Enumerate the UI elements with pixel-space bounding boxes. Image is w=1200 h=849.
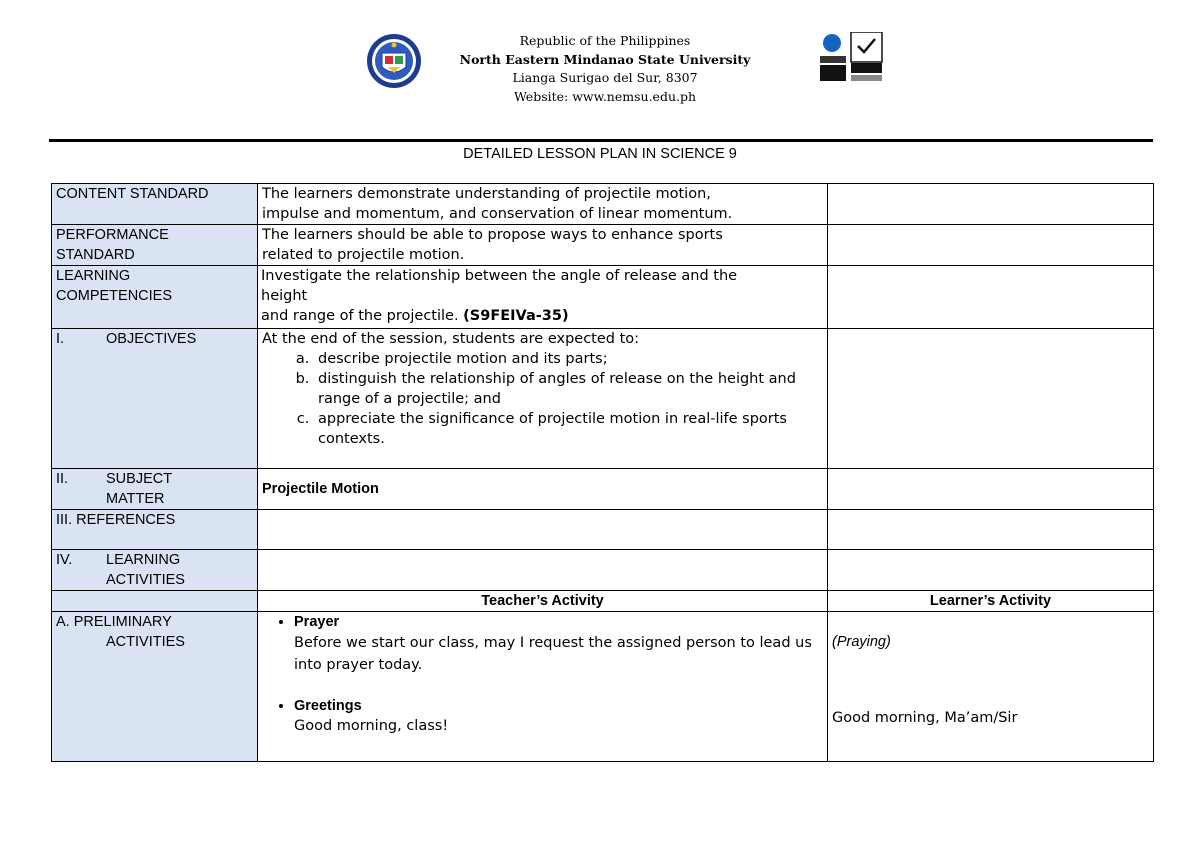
prayer-text: Before we start our class, may I request the assigned person to lead us into prayer today. (294, 635, 812, 673)
label-references: III. REFERENCES (52, 510, 258, 550)
objectives-right-cell (828, 329, 1154, 469)
document-title: DETAILED LESSON PLAN IN SCIENCE 9 (463, 146, 737, 162)
university-name: North Eastern Mindanao State University (459, 51, 751, 67)
label-preliminary-activities (52, 612, 258, 762)
row-subject-matter (52, 469, 1154, 510)
row-preliminary-activities (52, 612, 1154, 762)
performance-standard-right-cell (828, 225, 1154, 266)
learning-competencies-right-cell (828, 266, 1154, 329)
references-right-cell (828, 510, 1154, 550)
subject-matter-right-cell (828, 469, 1154, 510)
header-text-block (400, 32, 810, 106)
preliminary-learner-cell (828, 612, 1154, 762)
label-competencies-line-2: COMPETENCIES (56, 288, 173, 304)
row-performance-standard (52, 225, 1154, 266)
preliminary-teacher-cell (258, 612, 828, 762)
competency-code: (S9FEIVa-35) (463, 308, 569, 324)
prayer-item (294, 612, 823, 676)
competencies-line-1: Investigate the relationship between the angle of release and the (261, 268, 738, 284)
row-content-standard (52, 184, 1154, 225)
greetings-list (262, 696, 823, 736)
content-standard-line-1: The learners demonstrate understanding of projectile motion, (262, 186, 711, 202)
objectives-number: I. (56, 331, 65, 347)
subject-matter-label-line-1 (56, 469, 253, 489)
subject-matter-label-1: SUBJECT (106, 471, 173, 487)
activity-headers-label-cell (52, 591, 258, 612)
subject-matter-cell (258, 469, 828, 510)
competencies-line-2: height (261, 288, 308, 304)
prayer-title: • Prayer (294, 614, 340, 630)
objectives-text (258, 329, 828, 469)
label-performance-standard (52, 225, 258, 266)
certification-logos (818, 32, 884, 84)
label-performance-line-2: STANDARD (56, 247, 135, 263)
subject-matter-value: Projectile Motion (262, 481, 379, 497)
greetings-title: • Greetings (294, 698, 362, 714)
row-learning-competencies (52, 266, 1154, 329)
row-activity-headers (52, 591, 1154, 612)
preliminary-label-2: ACTIVITIES (106, 634, 185, 650)
teacher-activity-header: Teacher’s Activity (258, 591, 828, 612)
preliminary-spacer (262, 676, 823, 696)
content-standard-line-2: impulse and momentum, and conservation of linear momentum. (262, 206, 733, 222)
learner-activity-header: Learner’s Activity (828, 591, 1154, 612)
label-learning-competencies (52, 266, 258, 329)
learner-spacer-top (832, 612, 1149, 632)
learning-activities-label-2: ACTIVITIES (106, 572, 185, 588)
objectives-list (262, 349, 823, 449)
label-performance-line-1: PERFORMANCE (56, 227, 169, 243)
performance-standard-line-1: The learners should be able to propose ways to enhance sports (262, 227, 723, 243)
label-subject-matter (52, 469, 258, 510)
lesson-plan-table (51, 183, 1154, 762)
prayer-response: (Praying) (832, 634, 891, 650)
row-learning-activities (52, 550, 1154, 591)
objective-item: a. describe projectile motion and its parts; (314, 349, 823, 369)
references-cell (258, 510, 828, 550)
preliminary-label-1: A. PRELIMINARY (56, 614, 172, 630)
learning-activities-label-1: LEARNING (106, 552, 181, 568)
greetings-response: Good morning, Ma’am/Sir (832, 710, 1018, 726)
row-references (52, 510, 1154, 550)
university-address: Lianga Surigao del Sur, 8307 (512, 70, 698, 85)
document-header (0, 0, 1200, 140)
greetings-item (294, 696, 823, 736)
subject-matter-label-2: MATTER (106, 491, 165, 507)
learning-activities-cell (258, 550, 828, 591)
objectives-intro: At the end of the session, students are expected to: (262, 331, 640, 347)
label-learning-activities (52, 550, 258, 591)
objectives-label: OBJECTIVES (106, 331, 197, 347)
subject-matter-number: II. (56, 471, 69, 487)
objective-item: c. appreciate the significance of projectile motion in real-life sports contexts. (314, 409, 823, 449)
label-objectives (52, 329, 258, 469)
content-standard-right-cell (828, 184, 1154, 225)
content-standard-text (258, 184, 828, 225)
university-website: Website: www.nemsu.edu.ph (513, 88, 697, 104)
row-objectives (52, 329, 1154, 469)
country-name: Republic of the Philippines (519, 33, 691, 48)
learning-activities-label-line-1 (56, 550, 253, 570)
label-content-standard: CONTENT STANDARD (52, 184, 258, 225)
competencies-line-3 (261, 306, 823, 326)
learning-competencies-text (258, 266, 828, 329)
preliminary-list (262, 612, 823, 676)
learning-activities-right-cell (828, 550, 1154, 591)
performance-standard-text (258, 225, 828, 266)
learning-activities-number: IV. (56, 552, 73, 568)
header-divider (49, 139, 1153, 142)
greetings-text: Good morning, class! (294, 718, 449, 734)
objective-item: b. distinguish the relationship of angles of release on the height and range of a projectile; and (314, 369, 823, 409)
performance-standard-line-2: related to projectile motion. (262, 247, 465, 263)
label-competencies-line-1: LEARNING (56, 268, 131, 284)
competencies-line-3-text: and range of the projectile. (261, 308, 459, 324)
learner-spacer-mid (832, 652, 1149, 708)
